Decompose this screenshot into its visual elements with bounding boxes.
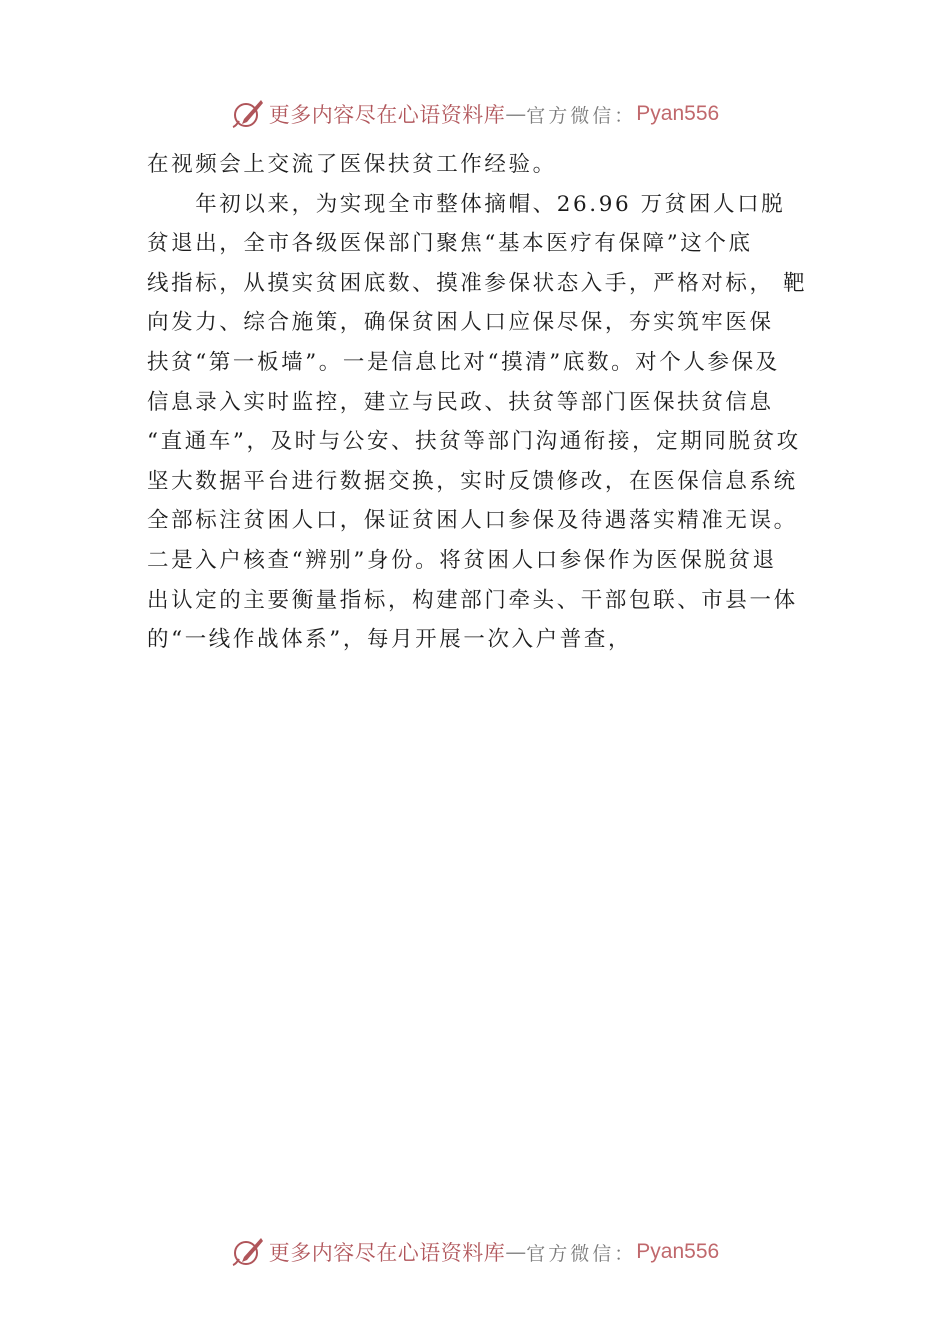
body-line: 在视频会上交流了医保扶贫工作经验。 (147, 152, 557, 177)
header-watermark (0, 94, 950, 134)
footer-watermark (0, 1232, 950, 1272)
watermark-dash: — (505, 1240, 527, 1264)
watermark-brand-text: 更多内容尽在心语资料库 (268, 1241, 506, 1265)
watermark-brand-text: 更多内容尽在心语资料库 (268, 103, 506, 127)
body-line: 扶贫“第一板墙”。一是信息比对“摸清”底数。对个人参保及 (147, 349, 780, 375)
watermark-dash: — (505, 102, 527, 126)
document-body (147, 145, 827, 660)
body-line: 全部标注贫困人口，保证贫困人口参保及待遇落实精准无误。 (147, 508, 798, 534)
watermark-label: 官方微信： (526, 104, 637, 127)
body-line: 贫退出，全市各级医保部门聚焦“基本医疗有保障”这个底 (147, 231, 753, 257)
body-line: 年初以来，为实现全市整体摘帽、26.96 万贫困人口脱 (147, 191, 786, 217)
body-line: “直通车”，及时与公安、扶贫等部门沟通衔接，定期同脱贫攻 (147, 429, 801, 455)
body-line: 出认定的主要衡量指标，构建部门牵头、干部包联、市县一体 (147, 587, 798, 613)
body-line: 二是入户核查“辨别”身份。将贫困人口参保作为医保脱贫退 (147, 547, 777, 573)
quill-pen-logo-icon (231, 97, 265, 131)
body-line: 线指标，从摸实贫困底数、摸准参保状态入手，严格对标， 靶 (147, 270, 808, 296)
watermark-label: 官方微信： (526, 1242, 637, 1265)
body-line: 的“一线作战体系”，每月开展一次入户普查， (147, 627, 633, 653)
watermark-account: Pyan556 (636, 102, 720, 125)
watermark-account: Pyan556 (636, 1240, 720, 1263)
body-line: 信息录入实时监控，建立与民政、扶贫等部门医保扶贫信息 (147, 389, 774, 415)
quill-pen-logo-icon (231, 1235, 265, 1269)
body-line: 向发力、综合施策，确保贫困人口应保尽保，夯实筑牢医保 (147, 310, 774, 336)
body-line: 坚大数据平台进行数据交换，实时反馈修改，在医保信息系统 (147, 468, 798, 494)
